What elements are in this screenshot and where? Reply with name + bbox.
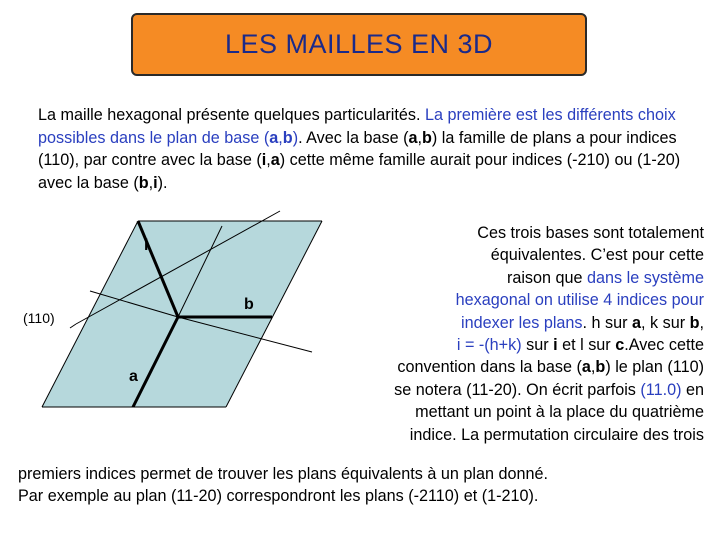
side-text-5d: , k sur [641, 313, 690, 332]
title-box [131, 13, 587, 76]
side-line-4 [14, 289, 704, 311]
side-text-6a: i = -(h+k) [456, 336, 522, 355]
intro-vector-b-2: b [421, 128, 432, 147]
intro-vector-i: i [261, 151, 267, 169]
side-vector-b: b [689, 313, 700, 332]
side-text-6b: sur [521, 336, 554, 355]
intro-text-6: ) cette même famille aurait pour indices (-210) ou (1-20) avec la base ( [38, 151, 681, 192]
side-vector-c: c [615, 336, 625, 355]
side-text-5b: . h sur [582, 313, 633, 332]
label-i: i [144, 237, 149, 254]
intro-text-3: ) [292, 128, 299, 147]
intro-text-2: La première est les différents choix possibles dans le plan de base ( [38, 106, 676, 147]
intro-text-7: ). [157, 173, 168, 192]
intro-text-5: ) la famille de plans a pour indices (110), par contre avec la base ( [38, 128, 677, 169]
side-line-8 [14, 379, 704, 401]
intro-vector-i-2: i [153, 173, 158, 192]
side-vector-b-2: b [595, 358, 606, 377]
side-text-3a: raison que [506, 268, 588, 287]
intro-text-4: . Avec la base ( [298, 128, 409, 147]
side-line-7 [14, 356, 704, 378]
side-line-6 [14, 334, 704, 356]
label-a: a [129, 368, 138, 385]
side-text-9: mettant un point à la place du quatrième [415, 403, 704, 422]
bottom-line-2: Par exemple au plan (11-20) correspondront les plans (-2110) et (1-210). [18, 487, 539, 506]
side-text-7e: ) le plan (110) [605, 358, 704, 377]
explanation-paragraph [14, 222, 704, 446]
side-vector-a: a [632, 313, 642, 332]
side-text-6f: .Avec cette [624, 336, 704, 355]
intro-comma-3: , [266, 151, 271, 169]
side-line-2 [14, 244, 704, 266]
side-text-7a: convention dans la base ( [397, 358, 582, 377]
bottom-line-1: premiers indices permet de trouver les plans équivalents à un plan donné. [18, 465, 548, 483]
intro-comma-1: , [278, 128, 283, 147]
side-line-5 [14, 312, 704, 334]
intro-vector-a-2: a [408, 128, 418, 147]
side-text-8b: (11.0) [640, 380, 682, 399]
intro-paragraph [38, 104, 704, 194]
side-text-3b: dans le système [587, 268, 704, 287]
side-text-2: équivalentes. C’est pour cette [490, 246, 704, 265]
side-text-8a: se notera (11-20). On écrit parfois [394, 380, 641, 399]
intro-vector-a-3: a [270, 151, 280, 169]
label-b: b [244, 296, 254, 313]
side-line-10 [14, 424, 704, 446]
side-text-5a: indexer les plans [461, 313, 583, 332]
intro-comma-2: , [417, 128, 422, 147]
side-text-4: hexagonal on utilise 4 indices pour [455, 291, 704, 310]
slide-title: LES MAILLES EN 3D [224, 29, 494, 59]
intro-vector-b: b [282, 128, 293, 147]
side-vector-i: i [553, 336, 558, 355]
side-line-9 [14, 401, 704, 423]
side-text-7c: , [590, 358, 596, 377]
intro-comma-4: , [148, 173, 154, 192]
side-text-1: Ces trois bases sont totalement [477, 224, 704, 242]
intro-vector-b-3: b [138, 173, 149, 192]
side-text-8c: en [681, 380, 704, 399]
intro-text-1: La maille hexagonal présente quelques particularités. [38, 106, 425, 124]
side-text-6d: et l sur [557, 336, 616, 355]
side-line-3 [14, 267, 704, 289]
bottom-paragraph [18, 463, 708, 508]
side-line-1 [14, 222, 704, 244]
side-text-5f: , [699, 313, 704, 332]
label-plane-110: (110) [23, 310, 55, 326]
side-text-10: indice. La permutation circulaire des trois [409, 425, 704, 444]
intro-vector-a: a [269, 128, 279, 147]
side-vector-a-2: a [581, 358, 591, 377]
